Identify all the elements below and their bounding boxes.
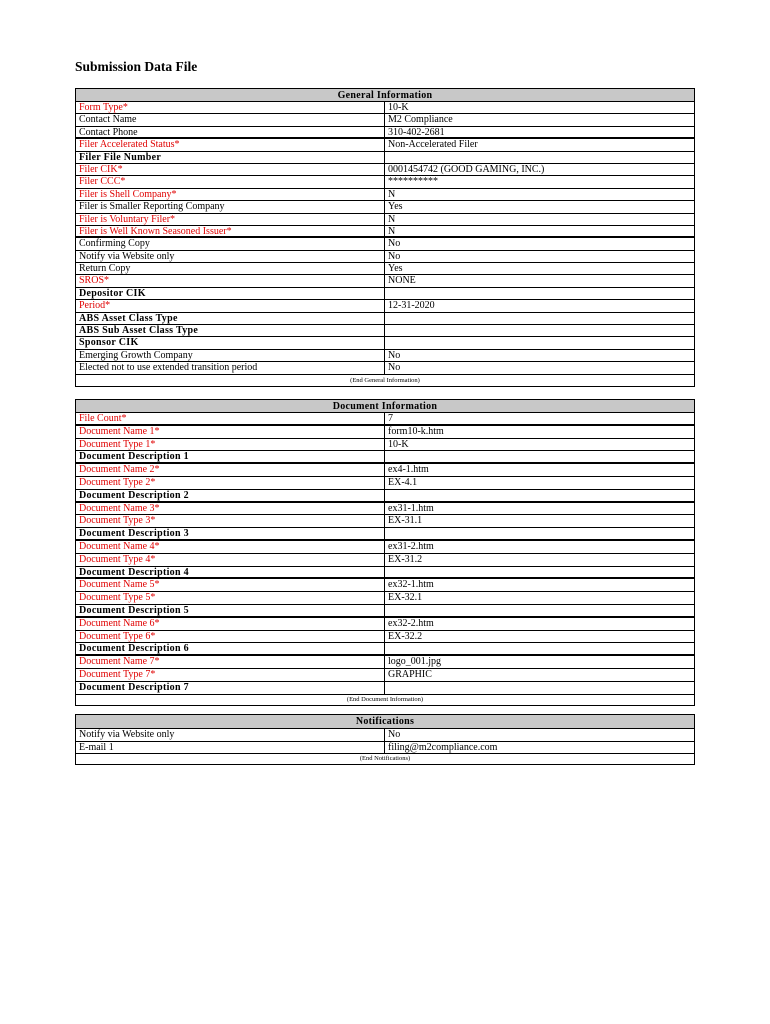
table-row [76, 114, 694, 126]
field-label: Document Type 6* [76, 631, 385, 643]
table-row [76, 426, 694, 439]
field-label: Document Name 3* [76, 503, 385, 515]
field-value [385, 313, 694, 324]
general-information-header: General Information [76, 89, 694, 102]
field-value [385, 451, 694, 462]
field-value: No [388, 349, 401, 361]
field-label: Confirming Copy [76, 238, 385, 249]
field-label: Filer is Well Known Seasoned Issuer* [76, 226, 385, 236]
field-value: ex31-2.htm [388, 540, 434, 552]
table-row [76, 554, 694, 567]
table-row [76, 263, 694, 275]
field-label: Filer is Voluntary Filer* [76, 214, 385, 225]
table-row [76, 350, 694, 362]
general-information-rows [76, 102, 694, 375]
table-row [76, 226, 694, 238]
field-value: ex31-1.htm [388, 502, 434, 514]
field-value: EX-32.2 [388, 630, 423, 642]
document-information-footer: (End Document Information) [346, 695, 424, 703]
field-label: Filer is Smaller Reporting Company [76, 201, 385, 212]
table-row [76, 275, 694, 287]
field-label: Document Name 7* [76, 656, 385, 668]
table-row [76, 238, 694, 250]
field-label: Filer is Shell Company* [76, 189, 385, 200]
table-row [76, 490, 694, 503]
page-title: Submission Data File [75, 59, 198, 74]
field-value: GRAPHIC [388, 668, 432, 680]
field-value: M2 Compliance [388, 114, 453, 126]
field-label: File Count* [76, 413, 385, 424]
field-value [385, 643, 694, 654]
document-information-section [75, 399, 695, 706]
table-row [76, 729, 694, 742]
field-label: Notify via Website only [76, 251, 385, 262]
table-row [76, 669, 694, 682]
table-row [76, 643, 694, 656]
field-value: 12-31-2020 [388, 300, 435, 312]
field-label: Document Description 1 [76, 451, 385, 462]
field-value: ex32-2.htm [388, 617, 434, 629]
field-label: ABS Sub Asset Class Type [76, 325, 385, 336]
table-row [76, 592, 694, 605]
table-row [76, 567, 694, 580]
table-row [76, 300, 694, 312]
field-label: Document Type 1* [76, 439, 385, 451]
notifications-section [75, 714, 695, 765]
table-row [76, 528, 694, 541]
field-label: Filer CCC* [76, 176, 385, 187]
field-label: Form Type* [76, 102, 385, 113]
field-label: SROS* [76, 275, 385, 286]
field-value [385, 528, 694, 539]
general-information-footer: (End General Information) [350, 376, 420, 384]
table-row [76, 605, 694, 618]
field-label: Sponsor CIK [76, 337, 385, 348]
field-label: Document Description 4 [76, 567, 385, 578]
field-label: Elected not to use extended transition period [76, 362, 385, 373]
table-row [76, 464, 694, 477]
field-value: EX-4.1 [388, 476, 418, 488]
field-label: Document Type 4* [76, 554, 385, 566]
table-row [76, 288, 694, 300]
field-value [385, 682, 694, 694]
field-value: ********** [388, 176, 438, 188]
field-label: Document Type 3* [76, 515, 385, 527]
table-row [76, 682, 694, 695]
field-label: Depositor CIK [76, 288, 385, 299]
field-label: Document Type 2* [76, 477, 385, 489]
table-row [76, 201, 694, 213]
table-row [76, 477, 694, 490]
document-information-rows [76, 413, 694, 695]
field-label: Document Type 5* [76, 592, 385, 604]
field-label: Period* [76, 300, 385, 311]
table-row [76, 152, 694, 164]
table-row [76, 214, 694, 226]
field-label: Document Name 4* [76, 541, 385, 553]
field-value: Non-Accelerated Filer [388, 139, 478, 151]
field-value: filing@m2compliance.com [388, 741, 498, 753]
field-label: Document Name 1* [76, 426, 385, 438]
field-value: logo_001.jpg [388, 656, 442, 668]
field-label: Filer File Number [76, 152, 385, 163]
field-label: Filer Accelerated Status* [76, 139, 385, 150]
field-value: 7 [388, 413, 393, 424]
field-label: Filer CIK* [76, 164, 385, 175]
field-label: Document Name 2* [76, 464, 385, 476]
field-label: Notify via Website only [76, 729, 385, 741]
table-row [76, 127, 694, 139]
table-row [76, 439, 694, 452]
field-label: Document Name 5* [76, 579, 385, 591]
table-row [76, 413, 694, 426]
table-row [76, 102, 694, 114]
document-information-header: Document Information [76, 400, 694, 413]
table-row [76, 176, 694, 188]
field-value [385, 325, 694, 336]
field-value: 0001454742 (GOOD GAMING, INC.) [388, 163, 545, 175]
table-row [76, 515, 694, 528]
field-label: Document Description 2 [76, 490, 385, 501]
field-value [385, 288, 694, 299]
general-information-section [75, 88, 695, 387]
table-row [76, 579, 694, 592]
table-row [76, 742, 694, 755]
field-label: Document Name 6* [76, 618, 385, 630]
field-value [385, 605, 694, 616]
table-row [76, 541, 694, 554]
field-label: E-mail 1 [76, 742, 385, 754]
field-label: Return Copy [76, 263, 385, 274]
table-row [76, 362, 694, 374]
field-value: EX-32.1 [388, 592, 423, 604]
table-row [76, 139, 694, 151]
field-value: 10-K [388, 438, 409, 450]
field-value: N [388, 213, 396, 225]
table-row [76, 251, 694, 263]
field-value: No [388, 250, 401, 262]
field-value: form10-k.htm [388, 425, 444, 437]
field-value [385, 490, 694, 501]
field-value [385, 337, 694, 348]
notifications-footer: (End Notifications) [359, 755, 411, 762]
field-value: ex32-1.htm [388, 579, 434, 591]
field-value: ex4-1.htm [388, 464, 429, 476]
table-row [76, 189, 694, 201]
field-value: Yes [388, 263, 403, 275]
table-row [76, 325, 694, 337]
field-label: Document Description 7 [76, 682, 385, 694]
field-value: N [388, 188, 396, 200]
field-label: Contact Name [76, 114, 385, 125]
field-value: EX-31.2 [388, 553, 423, 565]
table-row [76, 164, 694, 176]
field-value: N [388, 225, 396, 237]
field-label: Document Type 7* [76, 669, 385, 681]
table-row [76, 656, 694, 669]
field-value: 310-402-2681 [388, 126, 445, 138]
field-value [385, 152, 694, 163]
table-row [76, 503, 694, 516]
field-label: Emerging Growth Company [76, 350, 385, 361]
table-row [76, 618, 694, 631]
table-row [76, 451, 694, 464]
table-row [76, 337, 694, 349]
field-value: NONE [388, 275, 416, 287]
field-value: 10-K [388, 102, 409, 113]
field-value: Yes [388, 201, 403, 213]
field-label: Contact Phone [76, 127, 385, 137]
table-row [76, 631, 694, 644]
field-value: EX-31.1 [388, 515, 423, 527]
table-row [76, 313, 694, 325]
field-value: No [388, 729, 401, 740]
notifications-header: Notifications [76, 715, 694, 729]
field-label: ABS Asset Class Type [76, 313, 385, 324]
field-label: Document Description 6 [76, 643, 385, 654]
field-label: Document Description 5 [76, 605, 385, 616]
field-label: Document Description 3 [76, 528, 385, 539]
field-value [385, 567, 694, 578]
notifications-rows [76, 729, 694, 754]
field-value: No [388, 362, 401, 374]
field-value: No [388, 238, 401, 250]
